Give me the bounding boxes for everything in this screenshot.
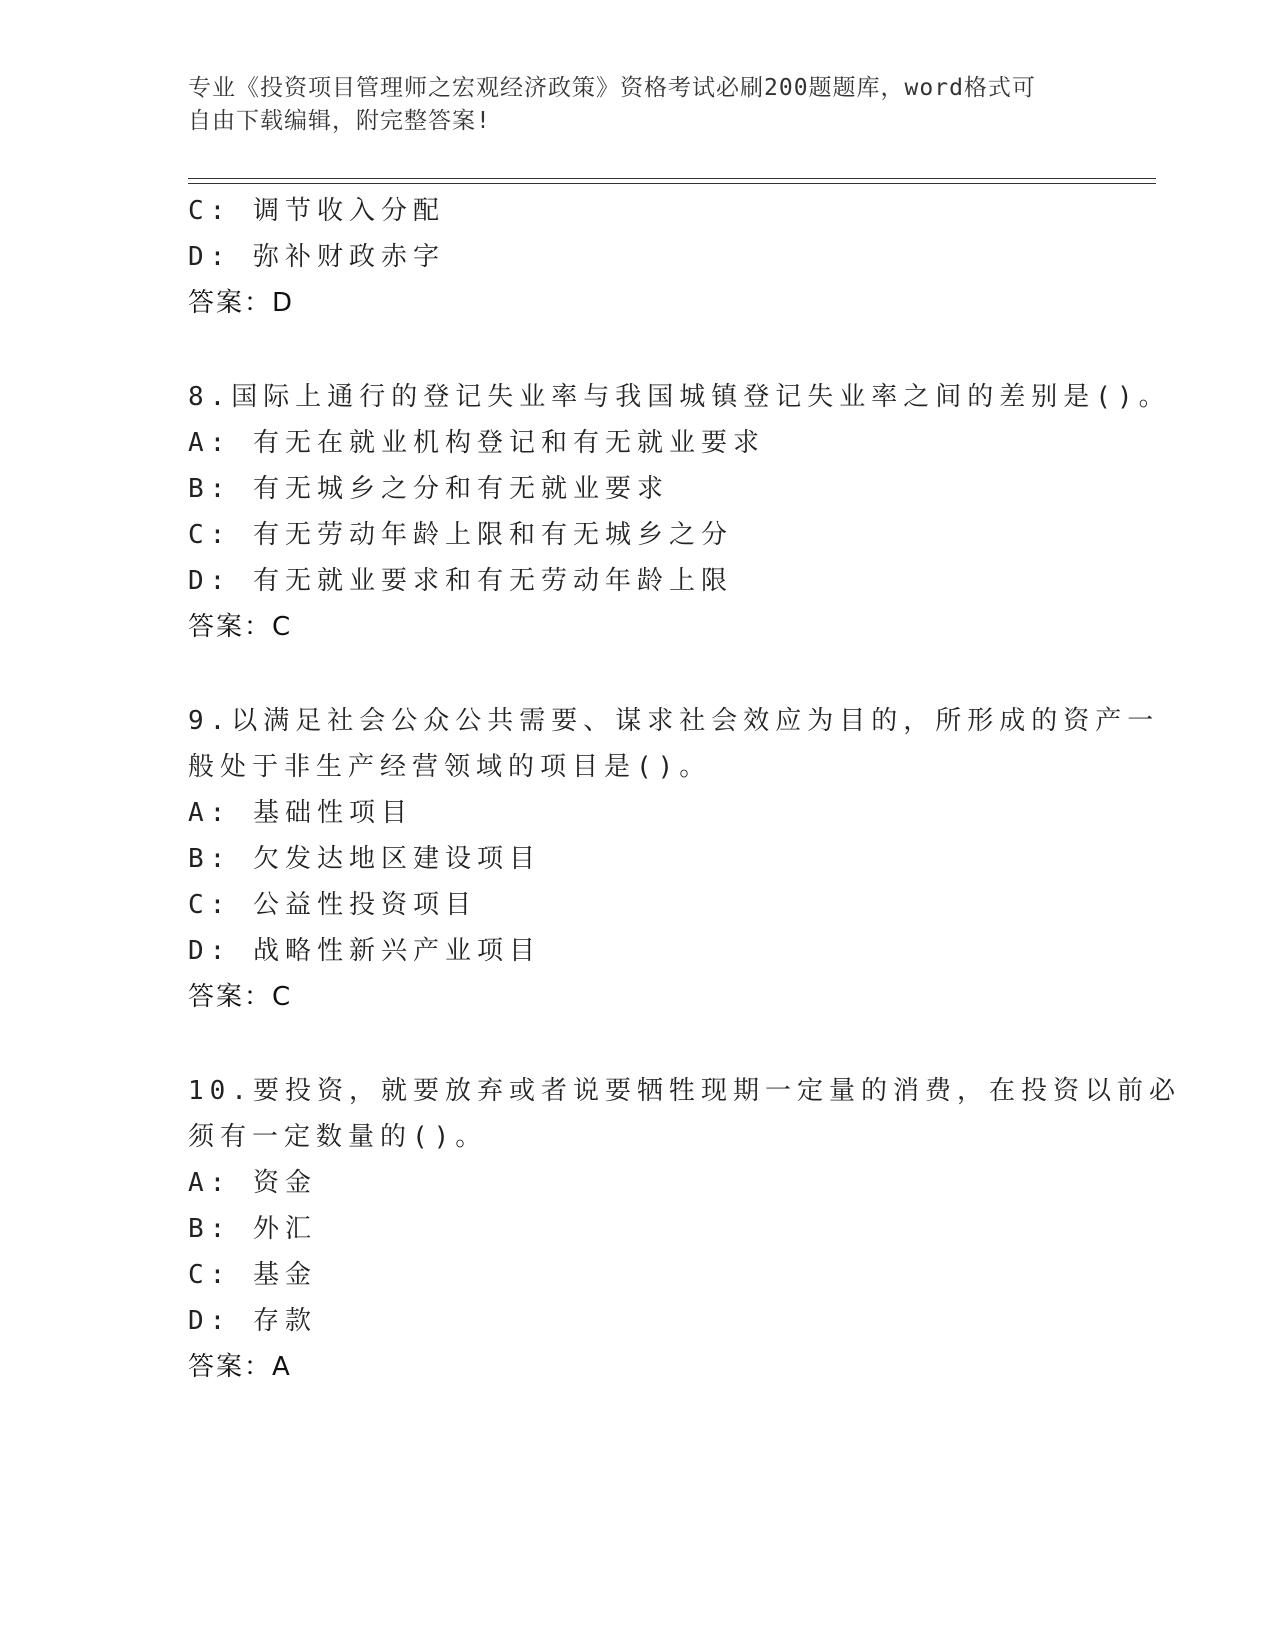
q9-answer: 答案：C	[188, 982, 293, 1012]
q10-option-c: C: 基金	[188, 1260, 317, 1290]
document-header	[188, 72, 1068, 138]
q7-option-d: D: 弥补财政赤字	[188, 242, 445, 272]
q8-option-a: A: 有无在就业机构登记和有无就业要求	[188, 428, 765, 458]
header-line-1: 专业《投资项目管理师之宏观经济政策》资格考试必刷200题题库，word格式可	[188, 75, 1036, 101]
q10-stem-line-1: 10.要投资，就要放弃或者说要牺牲现期一定量的消费，在投资以前必	[188, 1076, 1181, 1106]
question-10	[188, 1068, 1181, 1390]
question-9	[188, 698, 1160, 1020]
spacer	[188, 326, 1088, 374]
spacer	[188, 1020, 1088, 1068]
q7-option-c: C: 调节收入分配	[188, 196, 445, 226]
q9-option-b: B: 欠发达地区建设项目	[188, 844, 541, 874]
question-7-tail	[188, 188, 1088, 326]
q8-option-c: C: 有无劳动年龄上限和有无城乡之分	[188, 520, 733, 550]
q9-stem-line-1: 9.以满足社会公众公共需要、谋求社会效应为目的，所形成的资产一	[188, 706, 1160, 736]
header-line-2: 自由下载编辑，附完整答案!	[188, 108, 491, 134]
q9-option-d: D: 战略性新兴产业项目	[188, 936, 541, 966]
spacer	[188, 650, 1088, 698]
q8-answer: 答案：C	[188, 612, 293, 642]
q7-answer: 答案：D	[188, 288, 295, 318]
q10-option-b: B: 外汇	[188, 1214, 317, 1244]
q8-stem: 8.国际上通行的登记失业率与我国城镇登记失业率之间的差别是()。	[188, 382, 1171, 412]
header-divider-top	[188, 178, 1156, 179]
q8-option-b: B: 有无城乡之分和有无就业要求	[188, 474, 669, 504]
q10-option-d: D: 存款	[188, 1306, 317, 1336]
q9-option-c: C: 公益性投资项目	[188, 890, 477, 920]
header-divider-bottom	[188, 183, 1156, 184]
question-8	[188, 374, 1171, 650]
q10-option-a: A: 资金	[188, 1168, 317, 1198]
q9-stem-line-2: 般处于非生产经营领域的项目是()。	[188, 752, 712, 782]
q10-answer: 答案：A	[188, 1352, 292, 1382]
question-list	[188, 188, 1181, 1390]
q8-option-d: D: 有无就业要求和有无劳动年龄上限	[188, 566, 733, 596]
q9-option-a: A: 基础性项目	[188, 798, 413, 828]
q10-stem-line-2: 须有一定数量的()。	[188, 1122, 488, 1152]
